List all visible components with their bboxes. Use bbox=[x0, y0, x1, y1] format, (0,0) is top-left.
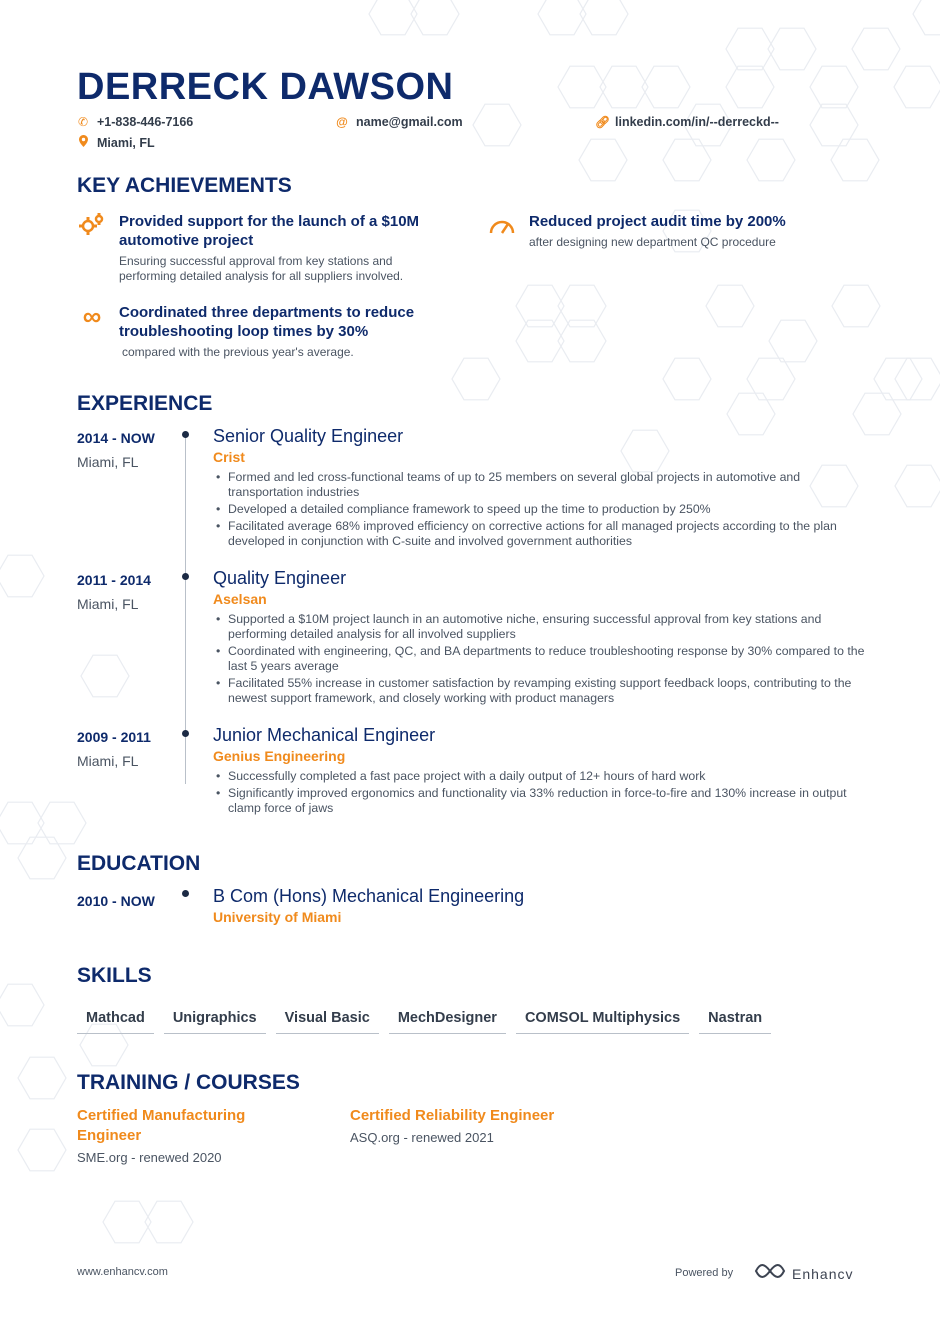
hexagon-decoration bbox=[663, 358, 711, 400]
hexagon-decoration bbox=[852, 28, 900, 70]
job-meta bbox=[77, 572, 151, 612]
hexagon-decoration bbox=[0, 984, 44, 1026]
achievement-description: compared with the previous year's average. bbox=[122, 345, 354, 359]
hexagon-decoration bbox=[726, 66, 774, 108]
linkedin-text[interactable]: linkedin.com/in/--derreckd-- bbox=[615, 115, 779, 129]
job-bullet: • Successfully completed a fast pace project with a daily output of 12+ hours of hard work bbox=[213, 769, 868, 784]
hexagon-decoration bbox=[411, 0, 459, 35]
skill-tag: Visual Basic bbox=[276, 1010, 379, 1034]
hexagon-decoration bbox=[0, 555, 44, 597]
achievement-item bbox=[77, 212, 447, 284]
skill-tag: Unigraphics bbox=[164, 1010, 266, 1034]
location-text: Miami, FL bbox=[97, 135, 155, 150]
job-role: Quality Engineer bbox=[213, 568, 347, 588]
job-bullet: • Formed and led cross-functional teams of up to 25 members on several global projects in automotive and transportation industries bbox=[213, 470, 868, 500]
job-period: 2011 - 2014 bbox=[77, 572, 151, 588]
location-contact bbox=[77, 135, 155, 150]
at-icon: @ bbox=[336, 115, 348, 129]
hexagon-decoration bbox=[452, 358, 500, 400]
hexagon-decoration bbox=[642, 66, 690, 108]
section-title-training: TRAINING / COURSES bbox=[77, 1071, 300, 1094]
section-title-skills: SKILLS bbox=[77, 964, 152, 987]
enhancv-logo-icon bbox=[754, 1262, 786, 1285]
hexagon-decoration bbox=[579, 139, 627, 181]
hexagon-decoration bbox=[726, 28, 774, 70]
email-text[interactable]: name@gmail.com bbox=[356, 115, 463, 129]
education-school: University of Miami bbox=[213, 909, 342, 925]
achievement-item bbox=[487, 212, 867, 250]
achievement-description: after designing new department QC procedure bbox=[529, 235, 776, 249]
job-entry bbox=[213, 725, 868, 818]
hexagon-decoration bbox=[369, 0, 417, 35]
enhancv-logo[interactable] bbox=[754, 1262, 853, 1285]
phone-text: +1-838-446-7166 bbox=[97, 115, 194, 129]
job-bullet: • Coordinated with engineering, QC, and BA departments to reduce troubleshooting response by 30% compared to the last 5 years average bbox=[213, 644, 868, 674]
gears-icon bbox=[77, 212, 107, 284]
timeline-dot bbox=[182, 431, 189, 438]
infinity-icon: ∞ bbox=[82, 301, 102, 331]
job-bullets bbox=[213, 769, 868, 816]
hexagon-decoration bbox=[895, 465, 940, 507]
job-role: Senior Quality Engineer bbox=[213, 426, 404, 446]
achievement-title: Coordinated three departments to reduce troubleshooting loop times by 30% bbox=[119, 304, 415, 340]
achievement-title: Reduced project audit time by 200% bbox=[529, 213, 786, 230]
hexagon-decoration bbox=[600, 66, 648, 108]
job-meta bbox=[77, 430, 155, 470]
hexagon-decoration bbox=[81, 655, 129, 697]
course-item bbox=[77, 1106, 287, 1165]
phone-contact bbox=[77, 115, 193, 129]
hexagon-decoration bbox=[768, 28, 816, 70]
hexagon-decoration bbox=[913, 0, 940, 35]
job-company: Genius Engineering bbox=[213, 748, 346, 764]
course-subtitle: SME.org - renewed 2020 bbox=[77, 1150, 222, 1165]
hexagon-decoration bbox=[810, 66, 858, 108]
job-entry bbox=[213, 568, 868, 708]
job-entry bbox=[213, 426, 868, 551]
hexagon-decoration bbox=[706, 285, 754, 327]
timeline-dot bbox=[182, 890, 189, 897]
course-title: Certified Manufacturing Engineer bbox=[77, 1107, 246, 1144]
section-title-achievements: KEY ACHIEVEMENTS bbox=[77, 174, 292, 197]
job-location: Miami, FL bbox=[77, 596, 139, 612]
hexagon-decoration bbox=[103, 1201, 151, 1243]
job-location: Miami, FL bbox=[77, 753, 139, 769]
job-bullets bbox=[213, 470, 868, 549]
phone-icon: ✆ bbox=[77, 115, 89, 129]
hexagon-decoration bbox=[145, 1201, 193, 1243]
job-bullet: • Supported a $10M project launch in an automotive niche, ensuring successful approval from key stations and performing detailed analysis for all involved suppliers bbox=[213, 612, 868, 642]
hexagon-decoration bbox=[832, 285, 880, 327]
achievement-title: Provided support for the launch of a $10M automotive project bbox=[119, 213, 420, 249]
section-title-experience: EXPERIENCE bbox=[77, 392, 213, 415]
job-bullets bbox=[213, 612, 868, 706]
hexagon-decoration bbox=[473, 104, 521, 146]
education-degree: B Com (Hons) Mechanical Engineering bbox=[213, 886, 525, 906]
location-pin-icon bbox=[77, 135, 89, 150]
job-bullet: • Facilitated average 68% improved efficiency on corrective actions for all managed projects according to the plan developed in conjunction with C-suite and involved government authorities bbox=[213, 519, 868, 549]
hexagon-decoration bbox=[895, 358, 940, 400]
hexagon-decoration bbox=[894, 66, 940, 108]
skill-tag: Mathcad bbox=[77, 1010, 154, 1034]
job-bullet: • Developed a detailed compliance framework to speed up the time to production by 250% bbox=[213, 502, 868, 517]
job-location: Miami, FL bbox=[77, 454, 139, 470]
course-subtitle: ASQ.org - renewed 2021 bbox=[350, 1130, 494, 1145]
course-item bbox=[350, 1106, 610, 1145]
timeline-dot bbox=[182, 573, 189, 580]
job-bullet: • Significantly improved ergonomics and functionality via 33% reduction in force-to-fire and 130% increase in output clamp force of jaws bbox=[213, 786, 868, 816]
hexagon-decoration bbox=[580, 0, 628, 35]
skill-tag: COMSOL Multiphysics bbox=[516, 1010, 689, 1034]
candidate-name: DERRECK DAWSON bbox=[77, 66, 454, 108]
achievement-item bbox=[77, 303, 447, 360]
job-meta bbox=[77, 729, 151, 769]
job-company: Crist bbox=[213, 449, 245, 465]
education-entry bbox=[213, 886, 868, 925]
job-period: 2014 - NOW bbox=[77, 430, 155, 446]
footer-website[interactable]: www.enhancv.com bbox=[77, 1266, 168, 1278]
course-title: Certified Reliability Engineer bbox=[350, 1107, 555, 1124]
footer-powered-by: Powered by bbox=[675, 1267, 734, 1279]
timeline-dot bbox=[182, 730, 189, 737]
job-bullet: • Facilitated 55% increase in customer satisfaction by revamping existing support feedback loops, contributing to the newest support framework, and closely working with product managers bbox=[213, 676, 868, 706]
skill-tag: Nastran bbox=[699, 1010, 771, 1034]
section-title-education: EDUCATION bbox=[77, 852, 201, 875]
hexagon-decoration bbox=[747, 139, 795, 181]
skill-tag: MechDesigner bbox=[389, 1010, 506, 1034]
job-company: Aselsan bbox=[213, 591, 267, 607]
hexagon-decoration bbox=[769, 320, 817, 362]
hexagon-decoration bbox=[18, 1057, 66, 1099]
gauge-icon bbox=[487, 212, 517, 250]
job-period: 2009 - 2011 bbox=[77, 729, 151, 745]
job-role: Junior Mechanical Engineer bbox=[213, 725, 436, 745]
achievement-description: Ensuring successful approval from key stations and performing detailed analysis for all suppliers involved. bbox=[119, 254, 404, 283]
hexagon-decoration bbox=[538, 0, 586, 35]
link-icon: 🔗︎ bbox=[595, 115, 611, 129]
hexagon-decoration bbox=[18, 1129, 66, 1171]
enhancv-brand-text: Enhancv bbox=[792, 1265, 854, 1282]
hexagon-decoration bbox=[558, 66, 606, 108]
skills-list bbox=[77, 1010, 771, 1034]
email-contact[interactable] bbox=[336, 115, 463, 129]
linkedin-contact[interactable] bbox=[595, 115, 779, 129]
education-period: 2010 - NOW bbox=[77, 893, 155, 909]
